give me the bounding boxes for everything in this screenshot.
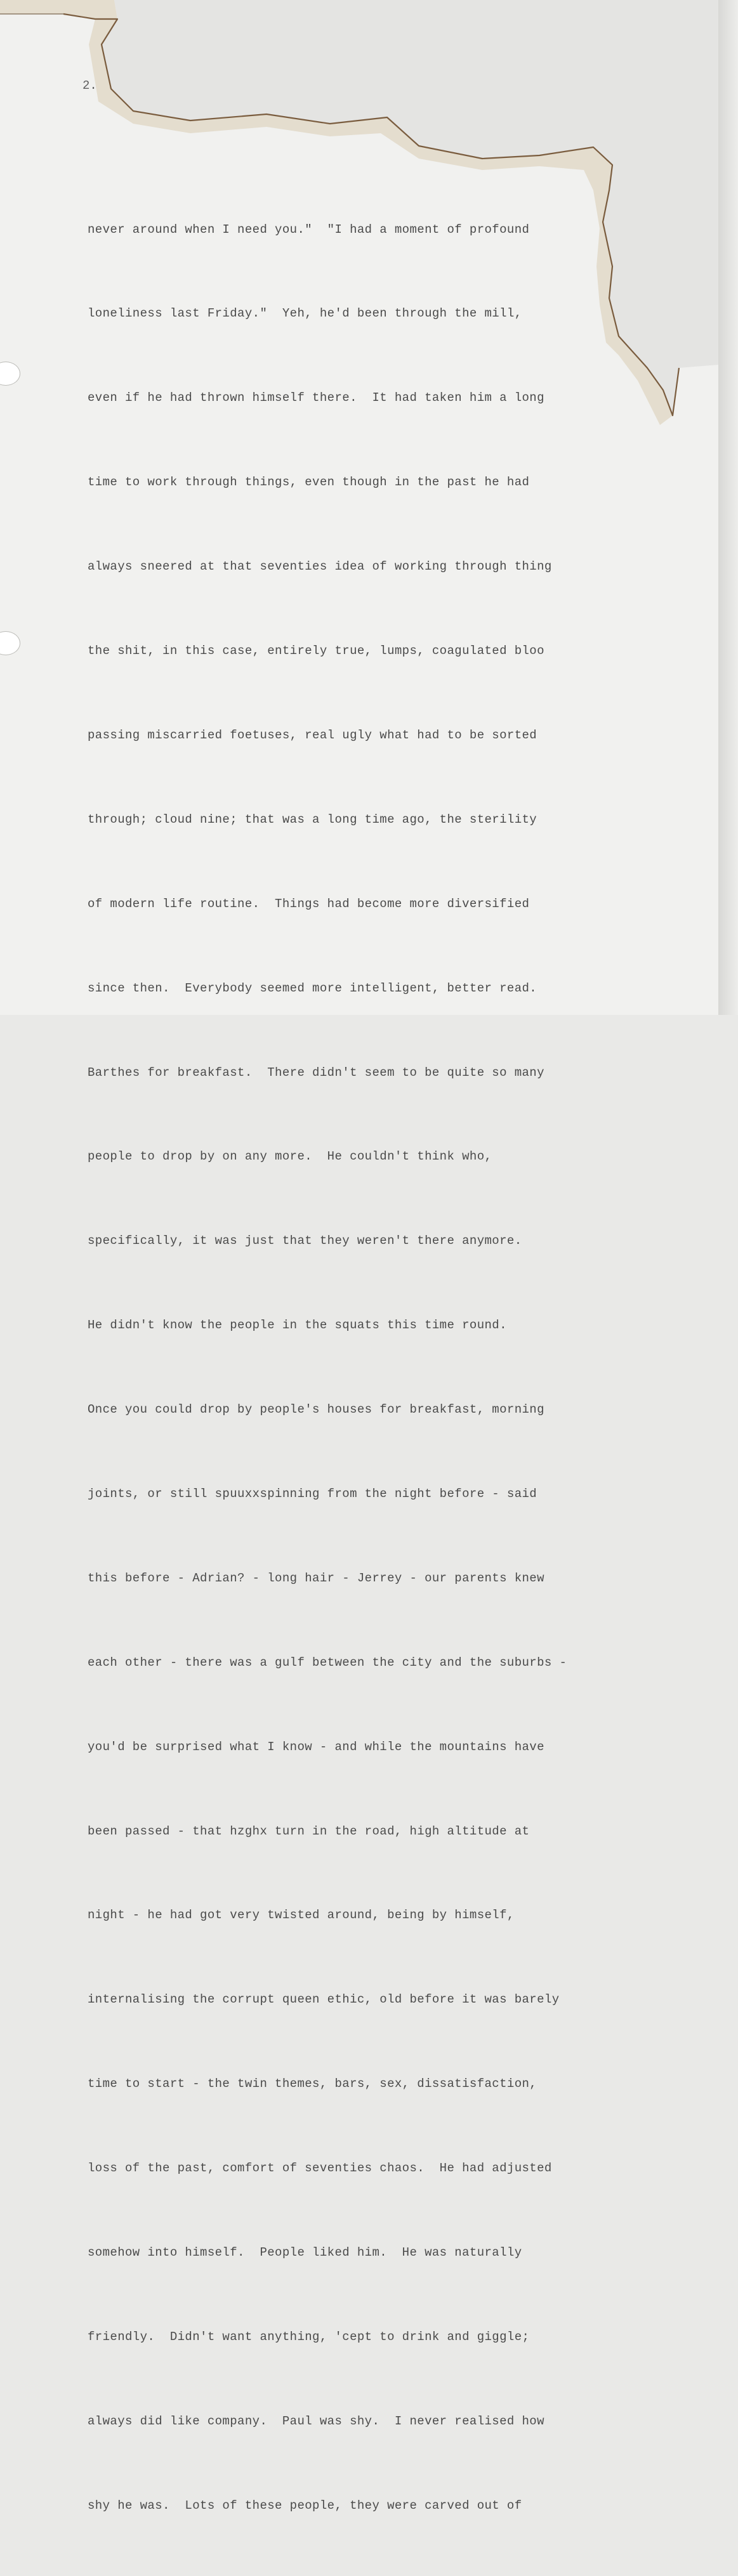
- text-line: internalising the corrupt queen ethic, old before it was barely: [88, 1992, 560, 2007]
- text-line: somehow into himself. People liked him. He was naturally: [88, 2245, 522, 2259]
- text-line: always sneered at that seventies idea of working through thing: [88, 559, 552, 574]
- text-line: this before - Adrian? - long hair - Jerrey - our parents knew: [88, 1571, 544, 1585]
- text-line: He didn't know the people in the squats this time round.: [88, 1318, 507, 1333]
- text-line: specifically, it was just that they weren't there anymore.: [88, 1234, 522, 1248]
- text-line: of modern life routine. Things had become more diversified: [88, 896, 530, 911]
- typed-text-body: [88, 159, 646, 2576]
- text-line: friendly. Didn't want anything, 'cept to drink and giggle;: [88, 2329, 530, 2344]
- text-line: shy he was. Lots of these people, they were carved out of: [88, 2498, 522, 2513]
- text-line: time to start - the twin themes, bars, sex, dissatisfaction,: [88, 2077, 537, 2091]
- text-line: always did like company. Paul was shy. I never realised how: [88, 2414, 544, 2428]
- text-line: Barthes for breakfast. There didn't seem to be quite so many: [88, 1065, 544, 1080]
- text-line: people to drop by on any more. He couldn't think who,: [88, 1149, 492, 1164]
- text-line: loneliness last Friday." Yeh, he'd been through the mill,: [88, 306, 522, 321]
- scanner-edge: [718, 0, 738, 1015]
- text-line: even if he had thrown himself there. It had taken him a long: [88, 391, 544, 405]
- page-number: 2.: [82, 79, 97, 93]
- text-line: since then. Everybody seemed more intelligent, better read.: [88, 981, 537, 995]
- text-line: through; cloud nine; that was a long time ago, the sterility: [88, 812, 537, 827]
- text-line: loss of the past, comfort of seventies chaos. He had adjusted: [88, 2161, 552, 2176]
- text-line: the shit, in this case, entirely true, lumps, coagulated bloo: [88, 644, 544, 658]
- text-line: joints, or still spuuxxspinning from the night before - said: [88, 1486, 537, 1501]
- text-line: each other - there was a gulf between the city and the suburbs -: [88, 1655, 567, 1670]
- text-line: time to work through things, even though in the past he had: [88, 475, 530, 490]
- text-line: Once you could drop by people's houses for breakfast, morning: [88, 1402, 544, 1417]
- text-line: been passed - that hzghx turn in the road, high altitude at: [88, 1824, 530, 1838]
- text-line: night - he had got very twisted around, being by himself,: [88, 1908, 515, 1923]
- text-line: never around when I need you." "I had a moment of profound: [88, 222, 530, 237]
- text-line: you'd be surprised what I know - and while the mountains have: [88, 1739, 544, 1754]
- punch-hole-lower: [0, 631, 20, 655]
- text-line: passing miscarried foetuses, real ugly what had to be sorted: [88, 728, 537, 742]
